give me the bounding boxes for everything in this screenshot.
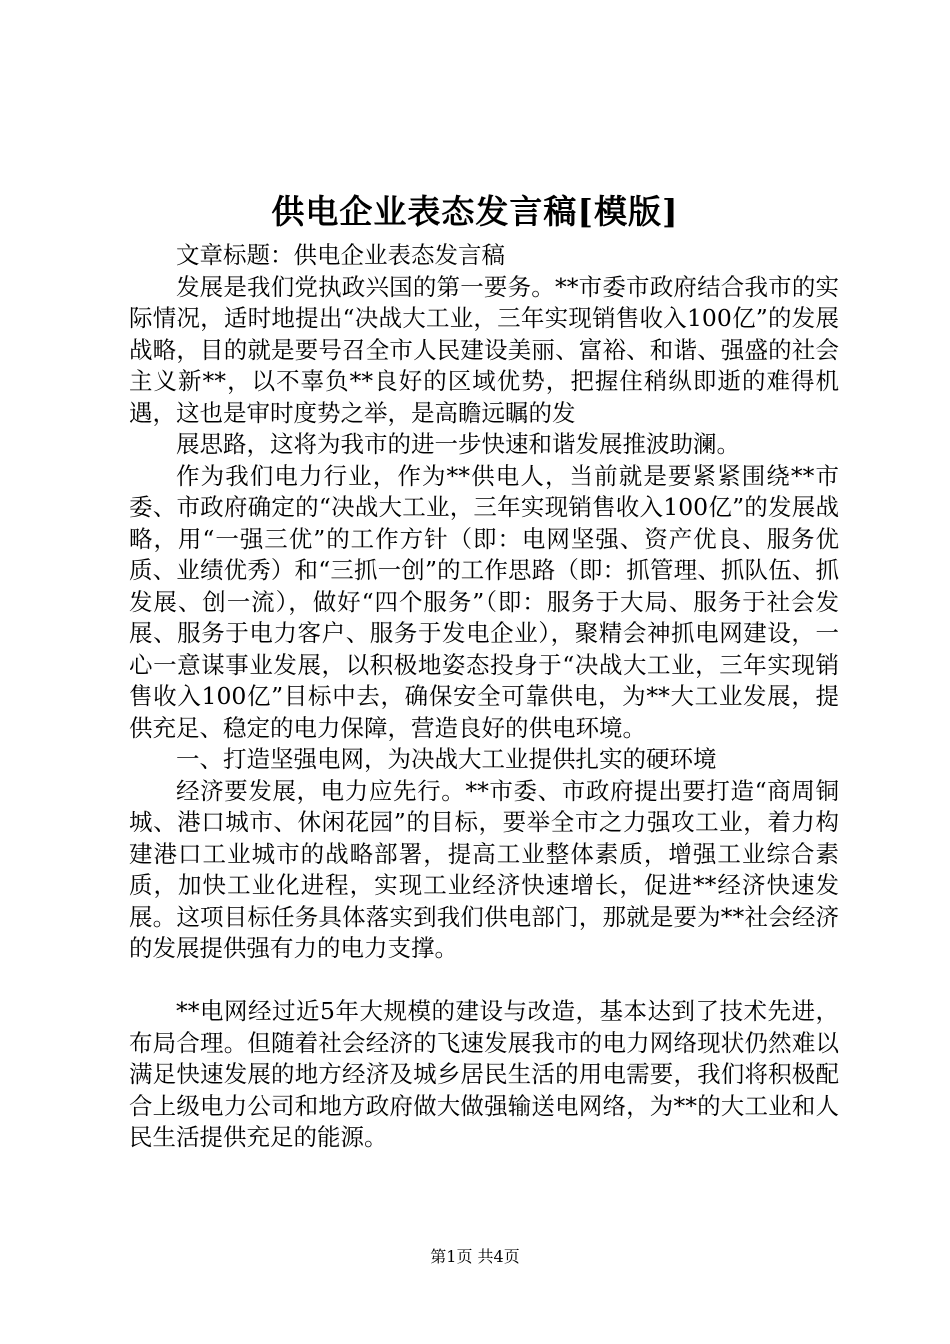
document-title: 供电企业表态发言稿[模版] (271, 192, 679, 231)
paragraph-development-cont: 展思路，这将为我市的进一步快速和谐发展推波助澜。 (176, 430, 740, 458)
paragraph-development: 发展是我们党执政兴国的第一要务。**市委市政府结合我市的实际情况，适时地提出“决战大工业，三年实现销售收入100亿”的发展战略，目的就是要号召全市人民建设美丽、富裕、和谐、强盛的社会主义新**，以不辜负**良好的区域优势，把握住稍纵即逝的难得机遇，这也是审时度势之举，是高瞻远瞩的发 (129, 272, 839, 427)
document-body (129, 240, 839, 1154)
section-heading-1: 一、打造坚强电网，为决战大工业提供扎实的硬环境 (176, 745, 717, 773)
paragraph-economy: 经济要发展，电力应先行。**市委、市政府提出要打造“商周铜城、港口城市、休闲花园”的目标，要举全市之力强攻工业，着力构建港口工业城市的战略部署，提高工业整体素质，增强工业综合素质，加快工业化进程，实现工业经济快速增长，促进**经济快速发展。这项目标任务具体落实到我们供电部门，那就是要为**社会经济的发展提供强有力的电力支撑。 (129, 776, 839, 962)
paragraph-grid: **电网经过近5年大规模的建设与改造，基本达到了技术先进，布局合理。但随着社会经济的飞速发展我市的电力网络现状仍然难以满足快速发展的地方经济及城乡居民生活的用电需要，我们将积极配合上级电力公司和地方政府做大做强输送电网络，为**的大工业和人民生活提供充足的能源。 (129, 997, 839, 1151)
paragraph-power-industry: 作为我们电力行业，作为**供电人，当前就是要紧紧围绕**市委、市政府确定的“决战大工业，三年实现销售收入100亿”的发展战略，用“一强三优”的工作方针（即：电网坚强、资产优良、服务优质、业绩优秀）和“三抓一创”的工作思路（即：抓管理、抓队伍、抓发展、创一流），做好“四个服务”（即：服务于大局、服务于社会发展、服务于电力客户、服务于发电企业），聚精会神抓电网建设，一心一意谋事业发展，以积极地姿态投身于“决战大工业，三年实现销售收入100亿”目标中去，确保安全可靠供电，为**大工业发展，提供充足、稳定的电力保障，营造良好的供电环境。 (129, 461, 839, 742)
article-title-line: 文章标题：供电企业表态发言稿 (176, 241, 505, 269)
page-footer: 第1页 共4页 (430, 1247, 520, 1266)
